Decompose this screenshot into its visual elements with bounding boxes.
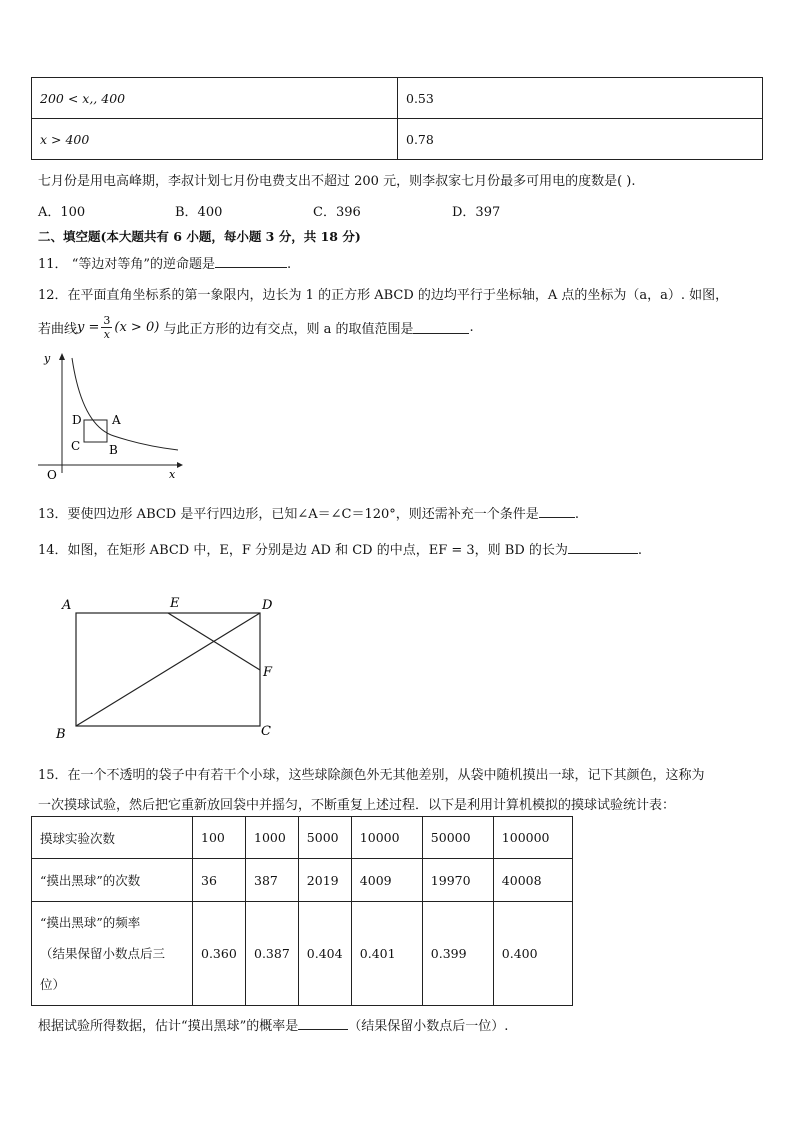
x-axis-label: x <box>169 468 176 481</box>
diagonal-bd <box>76 613 260 726</box>
q13-end: . <box>574 507 579 522</box>
q12-line1 <box>38 284 728 303</box>
q12-figure <box>32 348 192 483</box>
point-a-label: A <box>112 413 121 427</box>
q12-text-before: 若曲线 <box>38 321 78 337</box>
row-label-line: “摸出黑球”的频率 <box>40 915 141 930</box>
q15-number: 15． <box>38 768 68 783</box>
q12-fraction <box>101 314 112 341</box>
table-cell: 100 <box>193 817 246 859</box>
q11-end: . <box>286 257 292 272</box>
tariff-price-cell: 0.53 <box>398 78 763 119</box>
table-cell: 100000 <box>493 817 572 859</box>
tariff-range-cell: 200 < x,, 400 <box>32 78 398 119</box>
q13 <box>38 503 579 522</box>
y-axis-arrow <box>59 353 65 360</box>
q10-option-d: D．397 <box>452 205 501 220</box>
tariff-price-cell: 0.78 <box>398 119 763 160</box>
table-cell: 4009 <box>351 859 422 902</box>
table-cell: 10000 <box>351 817 422 859</box>
q12-curve-y: y = <box>77 319 100 335</box>
q12-line2 <box>38 312 474 342</box>
point-b-label: B <box>109 443 118 457</box>
q15-question <box>38 1015 508 1034</box>
q12-number: 12． <box>38 288 68 303</box>
answer-blank <box>215 255 287 268</box>
q14-figure <box>52 592 284 742</box>
answer-blank <box>568 541 638 554</box>
table-cell: 0.360 <box>193 902 246 1006</box>
q15-text-before: 根据试验所得数据，估计“摸出黑球”的概率是 <box>38 1019 299 1034</box>
fraction-denominator: x <box>103 327 110 341</box>
tariff-table <box>31 77 763 160</box>
table-cell: 36 <box>193 859 246 902</box>
table-cell: 0.399 <box>422 902 493 1006</box>
y-axis-label: y <box>44 352 51 365</box>
answer-blank <box>539 505 575 518</box>
q13-number: 13． <box>38 507 68 522</box>
q10-option-c: C．396 <box>313 205 361 220</box>
q11-number: 11． <box>38 257 68 272</box>
table-cell: 0.404 <box>298 902 351 1006</box>
row-label-line: 位） <box>40 977 66 992</box>
q14-text: 如图，在矩形 ABCD 中，E，F 分别是边 AD 和 CD 的中点，EF = 3，则 BD 的长为 <box>67 543 568 558</box>
q10-option-b: B．400 <box>175 205 223 220</box>
table-cell: 387 <box>246 859 299 902</box>
q12-text: 在平面直角坐标系的第一象限内，边长为 1 的正方形 ABCD 的边均平行于坐标轴，A 点的坐标为（a，a）. 如图， <box>67 288 729 303</box>
table-row <box>32 859 573 902</box>
table-cell: 2019 <box>298 859 351 902</box>
q13-text: 要使四边形 ABCD 是平行四边形，已知∠A＝∠C＝120°，则还需补充一个条件是 <box>67 507 539 522</box>
fraction-numerator: 3 <box>103 313 111 327</box>
q15-line2: 一次摸球试验，然后把它重新放回袋中并摇匀，不断重复上述过程．以下是利用计算机模拟的摸球试验统计表： <box>38 798 676 813</box>
row-label: 摸球实验次数 <box>32 817 193 859</box>
q14-number: 14． <box>38 543 68 558</box>
table-row <box>32 78 763 119</box>
table-row <box>32 119 763 160</box>
table-cell: 40008 <box>493 859 572 902</box>
q15-text-after: （结果保留小数点后一位）. <box>348 1019 509 1034</box>
row-label-line: （结果保留小数点后三 <box>40 946 166 961</box>
point-d-label: D <box>262 598 273 613</box>
q12-condition: (x > 0) <box>114 319 160 335</box>
q10-stem: 七月份是用电高峰期，李叔计划七月份电费支出不超过 200 元，则李叔家七月份最多可用电的度数是( ). <box>38 174 636 189</box>
experiment-table <box>31 816 573 1006</box>
q15-text1: 在一个不透明的袋子中有若干个小球，这些球除颜色外无其他差别，从袋中随机摸出一球，记下其颜色，这称为 <box>67 768 705 783</box>
point-a-label: A <box>62 598 72 613</box>
table-cell: 1000 <box>246 817 299 859</box>
table-cell: 0.400 <box>493 902 572 1006</box>
q15-line1 <box>38 764 705 783</box>
q11-text: “等边对等角”的逆命题是 <box>71 257 215 272</box>
point-b-label: B <box>56 727 66 742</box>
q12-end: . <box>469 319 474 335</box>
table-cell: 50000 <box>422 817 493 859</box>
q14-end: . <box>637 543 643 558</box>
table-cell: 19970 <box>422 859 493 902</box>
q12-text-after: 与此正方形的边有交点，则 a 的取值范围是 <box>163 321 414 337</box>
row-label: “摸出黑球”的次数 <box>32 859 193 902</box>
tariff-range-cell: x > 400 <box>32 119 398 160</box>
point-c-label: C <box>261 724 271 739</box>
table-row <box>32 902 573 1006</box>
table-cell: 0.387 <box>246 902 299 1006</box>
point-f-label: F <box>263 665 273 680</box>
x-axis-arrow <box>177 462 183 468</box>
q10-option-a: A．100 <box>38 205 86 220</box>
table-cell: 5000 <box>298 817 351 859</box>
section-heading: 二、填空题(本大题共有 6 小题，每小题 3 分，共 18 分) <box>38 229 361 244</box>
row-label <box>32 902 193 1006</box>
q14 <box>38 539 642 558</box>
point-e-label: E <box>170 596 180 611</box>
table-row <box>32 817 573 859</box>
hyperbola-curve <box>72 358 178 450</box>
answer-blank <box>413 321 469 334</box>
point-d-label: D <box>72 413 82 427</box>
point-c-label: C <box>71 439 81 453</box>
origin-label: O <box>47 468 57 482</box>
table-cell: 0.401 <box>351 902 422 1006</box>
answer-blank <box>298 1017 348 1030</box>
q11 <box>38 253 291 272</box>
